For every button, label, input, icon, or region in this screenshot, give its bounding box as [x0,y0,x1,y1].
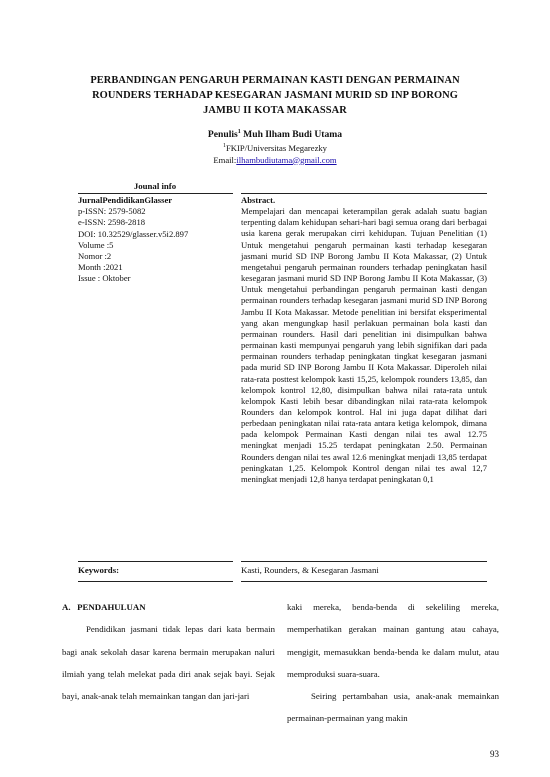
body-column-right [287,596,499,730]
title-line: PERBANDINGAN PENGARUH PERMAINAN KASTI DENGAN PERMAINAN [90,75,460,86]
keywords-label: Keywords: [78,565,120,575]
section-heading: A. PENDAHULUAN [62,602,146,612]
email-link[interactable]: ilhambudiutama@gmail.com [236,154,337,165]
journal-info-line: Volume :5 [78,239,114,250]
abstract-heading: Abstract. [241,195,276,205]
journal-info-line: Issue : Oktober [78,273,131,284]
body-column-left [62,596,275,707]
affiliation-superscript: 1 [223,143,227,150]
affiliation [75,141,475,154]
abstract-text: Mempelajari dan mencapai keterampilan gerak adalah suatu bagian terpenting dalam kehidupan sehari-hari bagi semua orang dari berbagai usia karena gerak merupakan cirri kehidupan. Tujuan Penelitian (1) Untuk mengetahui pengaruh permainan kasti terhadap kesegaran jasmani murid SD INP Borong Jambu II Kota Makassar, (2) Untuk mengetahui pengaruh permainan rounders terhadap peningkatan hasil kesegaran jasmani murid SD INP Borong Jambu II Kota Makassar, (3) Untuk mengetahui perbandingan pengaruh permainan kasti dengan permainan rounders terhadap kesegaran jasmani murid SD INP Borong Jambu II Kota Makassar. Metode penelitian ini bersifat eksperimental yang akan mengungkap hasil perlakuan permainan bola kasti dan permainan rounders. Hasil dari penelitian ini disimpulkan bahwa permainan kasti mempunyai pengaruh yang lebih signifikan dari pada permainan rounders terhadap peningkatan tingkat kesegaran jasmani pada murid SD INP Borong Jambu II Kota Makassar. Diperoleh nilai rata-rata posttest kelompok kasti 15,25, kelompok rounders 13,85, dan kelompok kontrol 12,80, disimpulkan bahwa nilai rata-rata untuk kelompok Kasti lebih besar dibandingkan nilai rata-rata kelompok Rounders dan kelompok kontrol. Hal ini juga dapat dilihat dari perbedaan peningkatan nilai rata-rata antara ketiga kelompok, dimana pada kelompok Permainan Kasti dengan nilai tes awal 12.75 meningkat menjadi 15.25 terdapat peningkatan 2.50. Permainan Rounders dengan nilai tes awal 12.6 meningkat menjadi 13,85 terdapat peningkatan 1,25. Kelompok Kontrol dengan nilai tes awal 12,7 meningkat menjadi 12,8 hanya terdapat peningkatan 0,1 [241,206,487,484]
journal-info-line: e-ISSN: 2598-2818 [78,217,146,228]
divider-keywords-top-right [241,561,487,562]
journal-name: JurnalPendidikanGlasser [78,195,173,205]
body-paragraph: kaki mereka, benda-benda di sekeliling mereka, memperhatikan gerakan mainan gantung atau cahaya, mengigit, memasukkan benda-benda ke dalam mulut, atau memproduksi suara-suara. [287,602,499,679]
journal-info-line: p-ISSN: 2579-5082 [78,206,146,217]
keywords-value: Kasti, Rounders, & Kesegaran Jasmani [241,565,379,575]
divider-keywords-top [78,561,233,562]
author-superscript: 1 [237,129,241,135]
body-paragraph: Seiring pertambahan usia, anak-anak memainkan permainan-permainan yang makin [287,691,499,724]
affiliation-text: FKIP/Universitas Megarezky [226,143,327,154]
title-line: JAMBU II KOTA MAKASSAR [203,105,347,116]
body-paragraph: Pendidikan jasmani tidak lepas dari kata bermain bagi anak sekolah dasar karena bermain merupakan naluri ilmiah yang telah melekat pada diri anak sejak bayi. Sejak bayi, anak-anak telah memainkan tangan dan jari-jari [62,624,275,702]
title-line: ROUNDERS TERHADAP KESEGARAN JASMANI MURID SD INP BORONG [92,90,458,101]
divider-top-right [241,193,487,194]
divider-keywords-bottom [78,581,233,582]
divider-keywords-bottom-right [241,581,487,582]
author-block [75,126,475,166]
author-name: Muh Ilham Budi Utama [240,129,343,141]
journal-info-line: DOI: 10.32529/glasser.v5i2.897 [78,228,189,239]
journal-info-heading: Jounal info [133,181,177,191]
paper-title [70,73,480,118]
journal-info [78,195,233,285]
email-label: Email: [213,154,237,165]
email-line [75,155,475,167]
divider-top [78,193,233,194]
author-line [75,126,475,141]
page-number: 93 [490,749,499,759]
journal-info-line: Nomor :2 [78,251,112,262]
author-prefix: Penulis [207,129,238,141]
journal-info-line: Month :2021 [78,262,123,273]
abstract [241,195,487,485]
